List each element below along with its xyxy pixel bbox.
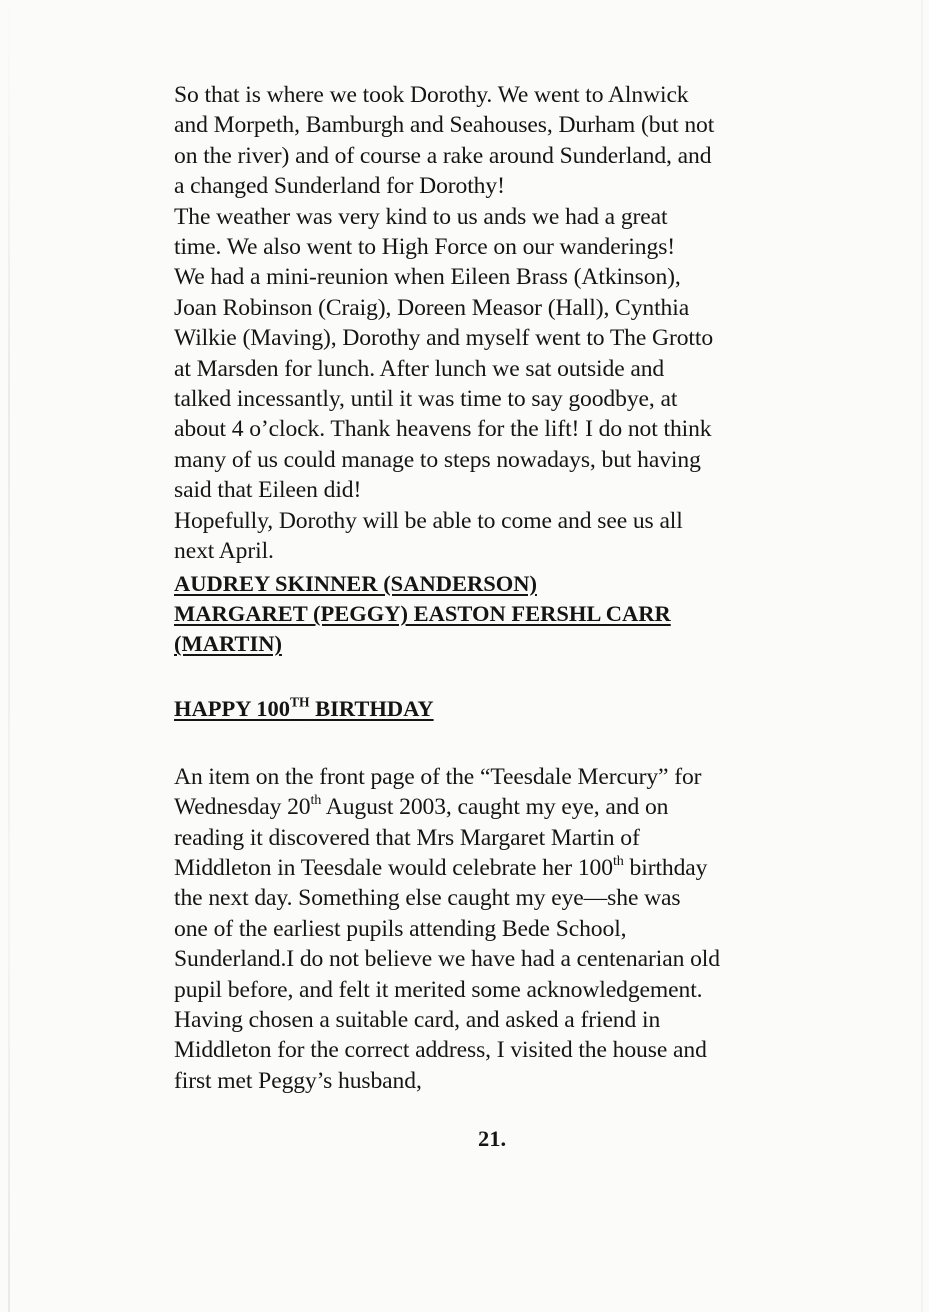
text-line: said that Eileen did!: [174, 477, 362, 504]
section-title: [174, 694, 834, 724]
text-line: many of us could manage to steps nowadays, but having: [174, 446, 701, 473]
text-span: Middleton in Teesdale would celebrate her 100: [174, 854, 613, 881]
text-line: Having chosen a suitable card, and asked a friend in: [174, 1006, 661, 1033]
text-line: So that is where we took Dorothy. We went to Alnwick: [174, 82, 689, 108]
text-line: Joan Robinson (Craig), Doreen Measor (Hall), Cynthia: [174, 294, 690, 321]
title-superscript: TH: [290, 694, 310, 709]
page-text-column: [174, 80, 834, 1096]
text-line: Hopefully, Dorothy will be able to come and see us all: [174, 507, 683, 534]
text-span: August 2003, caught my eye, and on: [321, 794, 669, 821]
paragraph-article: [174, 762, 834, 1096]
paragraph-mini-reunion: [174, 262, 834, 505]
text-line: talked incessantly, until it was time to say goodbye, at: [174, 386, 678, 413]
text-line: The weather was very kind to us ands we had a great: [174, 203, 668, 230]
title-text: HAPPY 100: [174, 695, 291, 721]
paragraph-trip-places: [174, 80, 834, 202]
text-line: Sunderland.I do not believe we have had a centenarian old: [174, 946, 720, 973]
text-line: at Marsden for lunch. After lunch we sat outside and: [174, 355, 665, 382]
text-line: [174, 792, 834, 822]
paragraph-next-april: [174, 506, 834, 567]
text-line: about 4 o’clock. Thank heavens for the lift! I do not think: [174, 416, 712, 443]
text-line: a changed Sunderland for Dorothy!: [174, 173, 505, 200]
text-line: first met Peggy’s husband,: [174, 1067, 422, 1094]
text-line: pupil before, and felt it merited some acknowledgement.: [174, 976, 703, 1003]
author-signature: [174, 569, 834, 660]
text-line: and Morpeth, Bamburgh and Seahouses, Durham (but not: [174, 112, 715, 139]
scan-edge-shadow-right: [921, 0, 923, 1312]
text-line: An item on the front page of the “Teesdale Mercury” for: [174, 763, 702, 790]
text-line: one of the earliest pupils attending Bede School,: [174, 915, 627, 942]
text-line: time. We also went to High Force on our wanderings!: [174, 234, 676, 261]
text-line: [174, 853, 834, 883]
text-line: next April.: [174, 538, 274, 565]
page-number: 21.: [478, 1126, 507, 1151]
signature-line: MARGARET (PEGGY) EASTON FERSHL CARR: [174, 600, 671, 626]
text-line: We had a mini-reunion when Eileen Brass (Atkinson),: [174, 264, 681, 291]
signature-line: (MARTIN): [174, 631, 282, 657]
text-line: reading it discovered that Mrs Margaret Martin of: [174, 824, 640, 851]
ordinal-superscript: th: [310, 791, 322, 808]
text-span: Wednesday 20: [174, 794, 311, 821]
text-line: the next day. Something else caught my eye—she was: [174, 885, 681, 912]
text-line: Middleton for the correct address, I visited the house and: [174, 1037, 707, 1064]
scan-edge-shadow-left: [8, 0, 10, 1312]
paragraph-weather: [174, 202, 834, 263]
ordinal-superscript: th: [612, 852, 624, 869]
text-line: Wilkie (Maving), Dorothy and myself went to The Grotto: [174, 325, 714, 352]
text-line: on the river) and of course a rake around Sunderland, and: [174, 142, 712, 169]
text-span: birthday: [623, 854, 708, 881]
signature-line: AUDREY SKINNER (SANDERSON): [174, 570, 537, 596]
title-text: BIRTHDAY: [309, 695, 434, 721]
